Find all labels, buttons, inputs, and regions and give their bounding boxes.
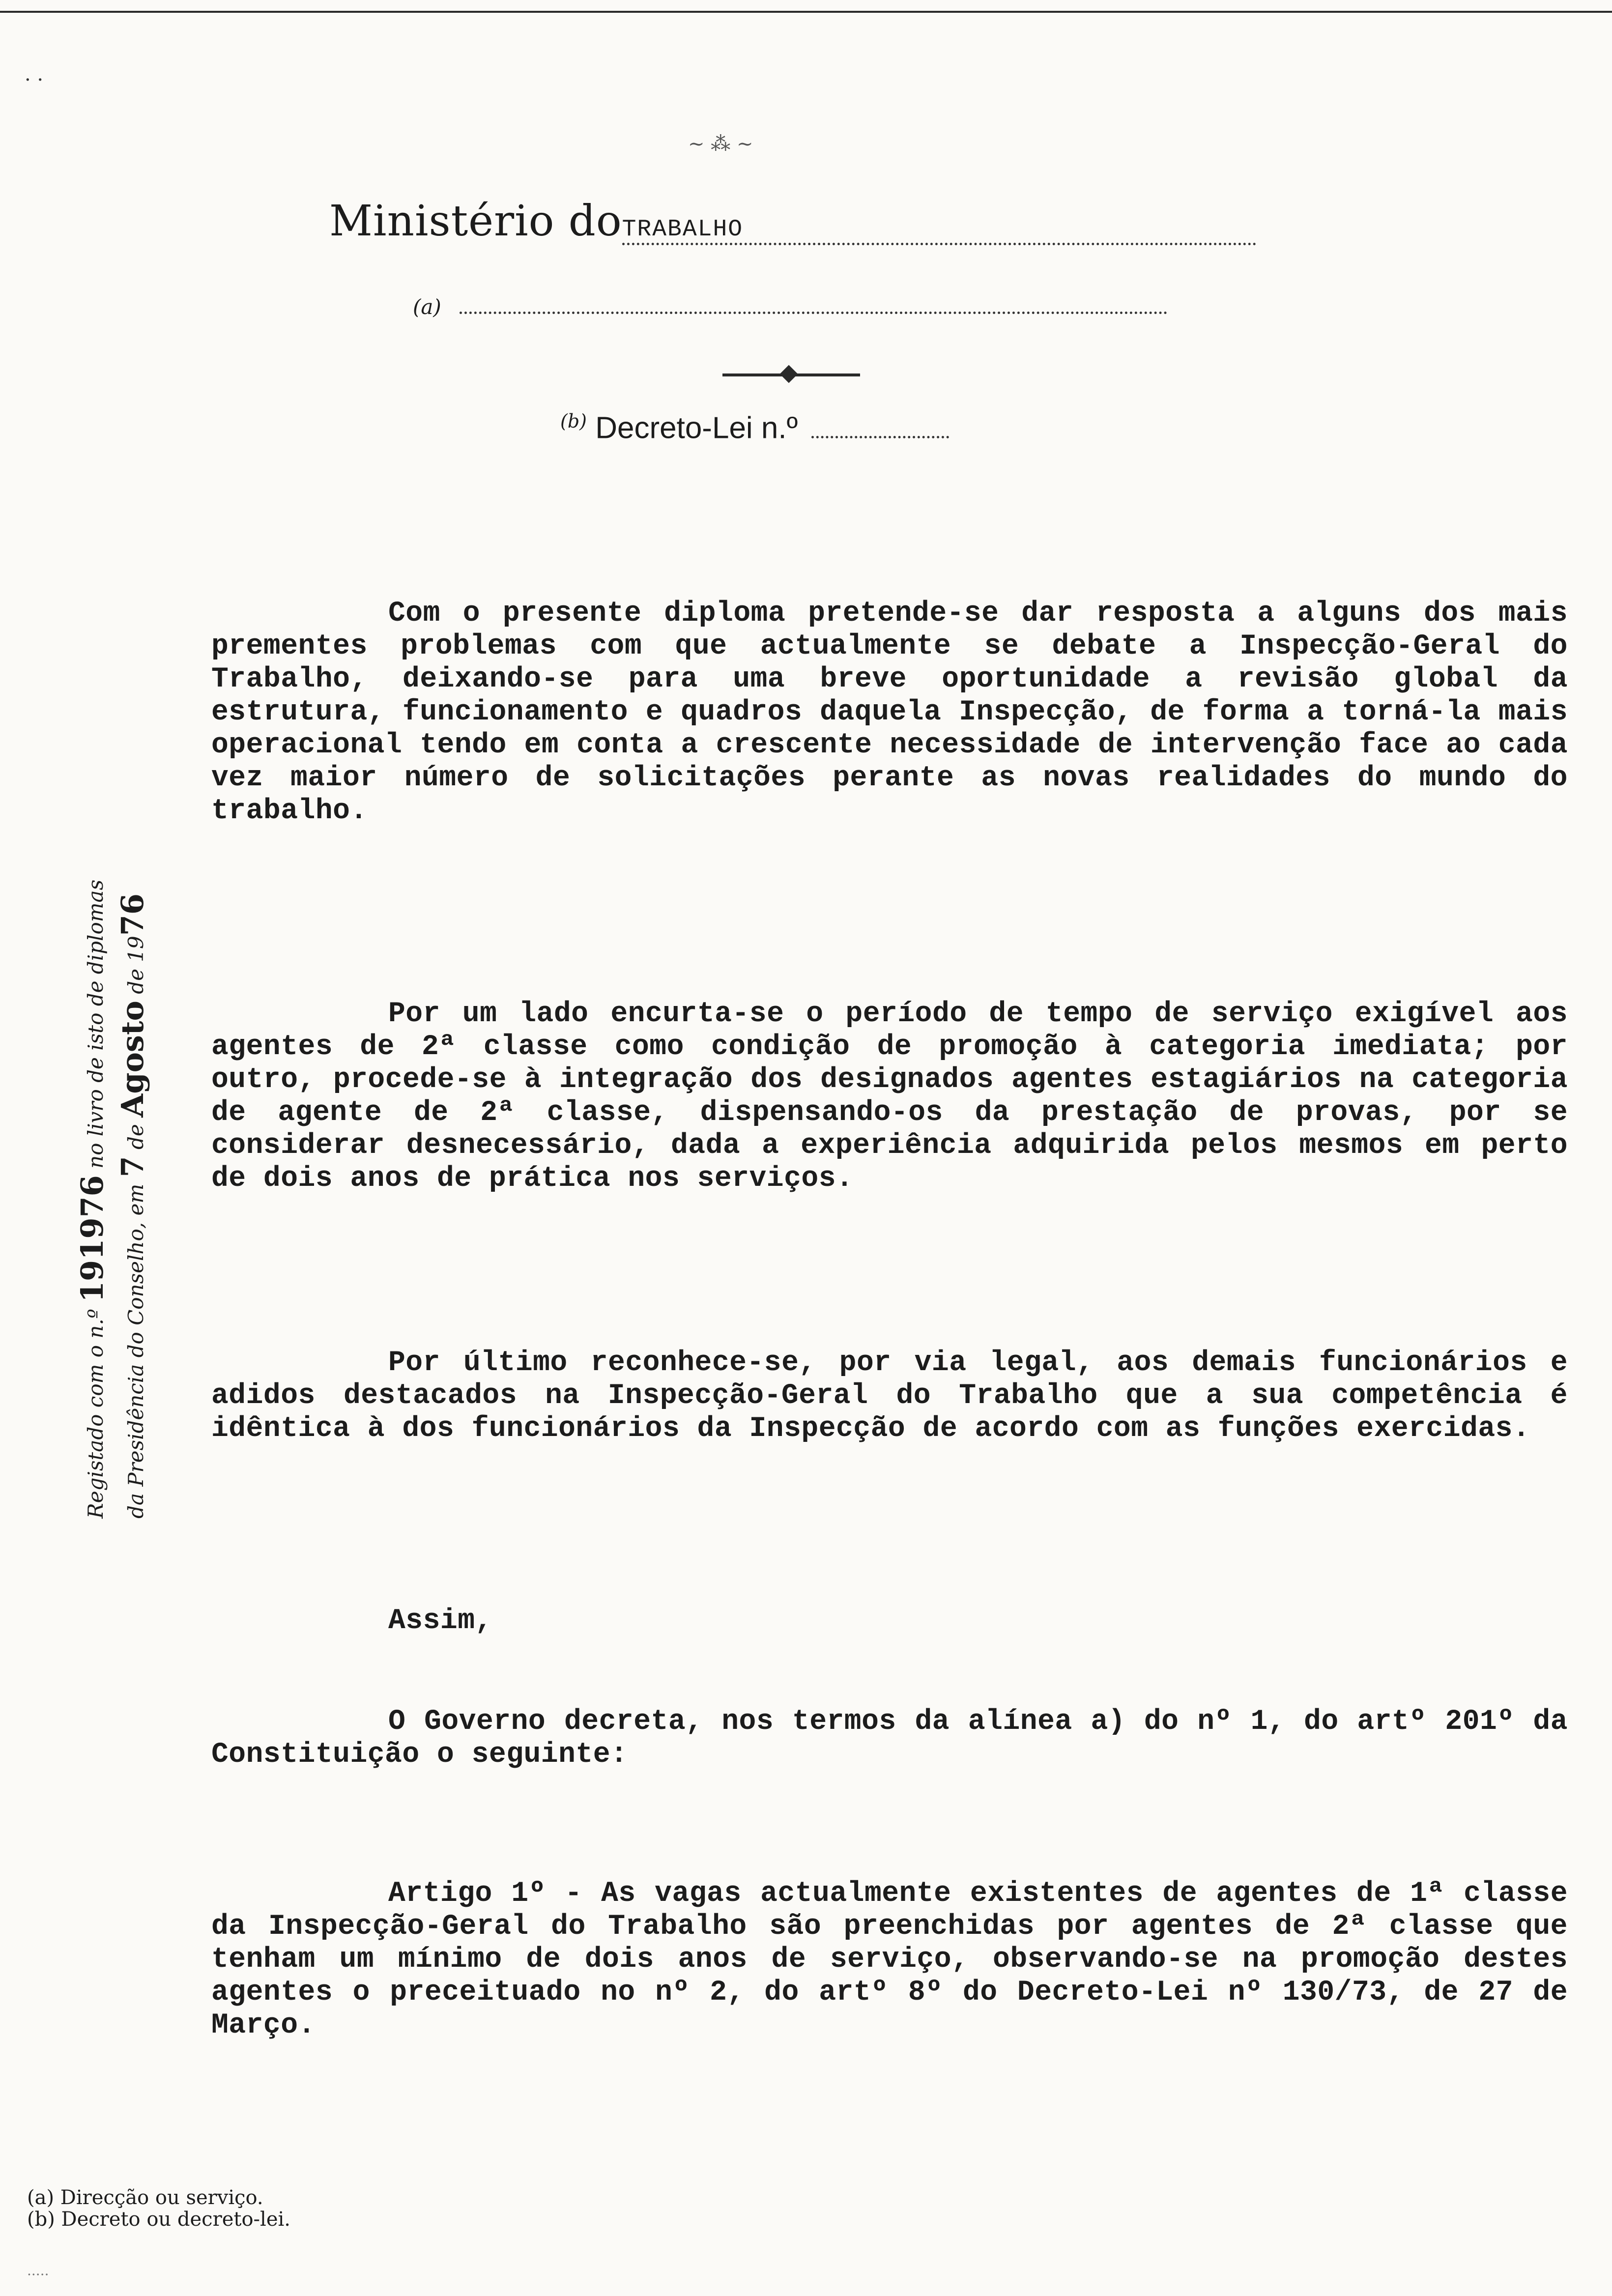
margin-speck: · · bbox=[25, 69, 44, 91]
top-rule bbox=[0, 11, 1612, 13]
seal-smudge: ~ ⁂ ~ bbox=[688, 133, 753, 155]
decree-blank bbox=[811, 416, 949, 438]
article-1 bbox=[211, 1877, 1568, 2042]
direction-blank bbox=[460, 297, 1167, 314]
paragraph-text: Por um lado encurta-se o período de tempo de serviço exigível aos agentes de 2ª classe como condição de promoção à categoria imediata; por outro, procede-se à integração dos designados agentes estagiários na categoria de agente de 2ª classe, dispensando-os da prestação de provas, por se considerar desnecessário, dada a experiência adquirida pelos mesmos em perto de dois anos de prática nos serviços. bbox=[211, 998, 1568, 1195]
stamp-presidency: da Presidência do Conselho, em bbox=[124, 1183, 148, 1519]
article-1-text: Artigo 1º - As vagas actualmente existentes de agentes de 1ª classe da Inspecção-Geral do Trabalho são preenchidas por agentes de 2ª classe que tenham um mínimo de dois anos de serviço, observando-se na promoção destes agentes o preceituado no nº 2, do artº 8º do Decreto-Lei nº 130/73, de 27 de Março. bbox=[211, 1878, 1568, 2041]
paragraph-text: Com o presente diploma pretende-se dar resposta a alguns dos mais prementes problemas com que actualmente se debate a Inspecção-Geral do Trabalho, deixando-se para uma breve oportunidade a revisão global da estrutura, funcionamento e quadros daquela Inspecção, de forma a torná-la mais operacional tendo em conta a crescente necessidade de intervenção face ao cada vez maior número de solicitações perante as novas realidades do mundo do trabalho. bbox=[211, 598, 1568, 827]
ornament-diamond bbox=[780, 365, 798, 383]
assim-line bbox=[211, 1605, 1568, 1637]
stamp-book: no livro de bbox=[84, 1057, 108, 1169]
direction-line bbox=[413, 295, 1167, 319]
stamp-day: 7 bbox=[115, 1156, 150, 1177]
footnote-a: (a) Direcção ou serviço. bbox=[27, 2186, 263, 2209]
stamp-month: Agosto bbox=[115, 1001, 150, 1118]
decree-label: Decreto-Lei n.º bbox=[595, 411, 798, 445]
preamble-paragraph-2 bbox=[211, 998, 1568, 1195]
ministry-prefix: Ministério do bbox=[329, 197, 622, 246]
preamble-paragraph-3 bbox=[211, 1347, 1568, 1445]
stamp-year-prefix: de 19 bbox=[124, 936, 148, 994]
stamp-number: 191976 bbox=[74, 1175, 110, 1303]
preamble-paragraph-1 bbox=[211, 597, 1568, 828]
government-decree bbox=[211, 1705, 1568, 1771]
stamp-line-2 bbox=[114, 550, 154, 1519]
stamp-registered: Registado com o n.º bbox=[84, 1309, 108, 1519]
footnote-b: (b) Decreto ou decreto-lei. bbox=[27, 2208, 291, 2231]
printer-imprint: ····· bbox=[27, 2267, 49, 2283]
assim-text: Assim, bbox=[388, 1605, 492, 1637]
stamp-de: de bbox=[124, 1124, 148, 1149]
stamp-line-1 bbox=[74, 550, 114, 1519]
governo-text: O Governo decreta, nos termos da alínea a) do nº 1, do artº 201º da Constituição o seguinte: bbox=[211, 1706, 1568, 1771]
ministry-heading bbox=[329, 197, 1256, 246]
stamp-registry: isto de diplomas bbox=[84, 879, 108, 1051]
paragraph-text: Por último reconhece-se, por via legal, aos demais funcionários e adidos destacados na Inspecção-Geral do Trabalho que a sua competência é idêntica à dos funcionários da Inspecção de acordo com as funções exercidas. bbox=[211, 1347, 1568, 1445]
ministry-name: TRABALHO bbox=[622, 216, 1256, 245]
registration-stamp bbox=[74, 550, 154, 1519]
decree-marker: (b) bbox=[560, 410, 587, 432]
decree-number-line bbox=[560, 410, 949, 446]
direction-label: (a) bbox=[413, 295, 441, 319]
stamp-year: 76 bbox=[115, 893, 150, 936]
